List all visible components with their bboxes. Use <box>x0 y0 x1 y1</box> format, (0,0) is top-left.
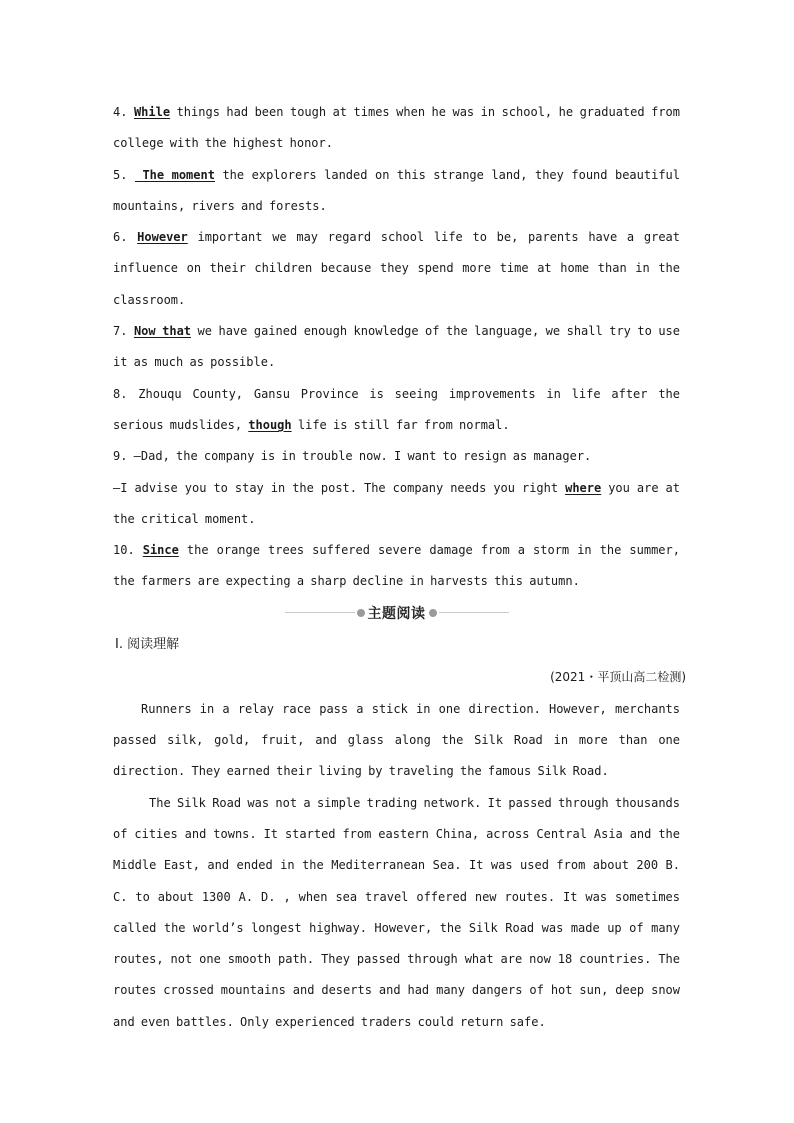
question-9-reply <box>113 473 680 536</box>
question-number: 6. <box>113 230 128 245</box>
question-text: the orange trees suffered severe damage from a storm in the summer, the farmers are expecting a sharp decline in harvests this autumn. <box>113 543 680 589</box>
question-4 <box>113 97 680 160</box>
answer-blank: though <box>248 417 292 432</box>
passage-paragraph-1: Runners in a relay race pass a stick in one direction. However, merchants passed silk, gold, fruit, and glass along the Silk Road in more than one direction. They earned their living by traveling the famous Silk Road. <box>113 701 680 779</box>
question-text: important we may regard school life to be, parents have a great influence on their children because they spend more time at home than in the classroom. <box>113 230 680 307</box>
divider-dot-right <box>429 609 437 617</box>
passage-paragraph-2: The Silk Road was not a simple trading network. It passed through thousands of cities and towns. It started from eastern China, across Central Asia and the Middle East, and ended in the Mediterranean Sea. It was used from about 200 B. C. to about 1300 A. D. , when sea travel offered new routes. It was sometimes called the world’s longest highway. However, the Silk Road was made up of many routes, not one smooth path. They passed through what are now 18 countries. The routes crossed mountains and deserts and had many dangers of hot sun, deep snow and even battles. Only experienced traders could return safe. <box>113 795 680 1029</box>
document-page <box>113 97 686 1038</box>
question-number: 7. <box>113 324 128 339</box>
divider-line-right <box>439 612 509 613</box>
question-10 <box>113 535 680 598</box>
divider-line-left <box>285 612 355 613</box>
question-number: 10. <box>113 543 135 558</box>
divider-dot-left <box>357 609 365 617</box>
question-text: life is still far from normal. <box>291 417 510 432</box>
answer-blank: The moment <box>134 167 215 182</box>
question-5 <box>113 160 680 223</box>
question-9 <box>113 441 680 472</box>
question-text-before: Zhouqu County, Gansu Province is seeing improvements in life after the serious mudslides, <box>113 386 680 432</box>
section-label: Ⅰ. 阅读理解 <box>115 636 180 652</box>
question-7 <box>113 316 680 379</box>
question-text: the explorers landed on this strange land, they found beautiful mountains, rivers and forests. <box>113 167 680 213</box>
question-text: things had been tough at times when he was in school, he graduated from college with the highest honor. <box>113 105 680 151</box>
answer-blank: Since <box>142 543 179 558</box>
question-number: 8. <box>113 386 128 401</box>
source-citation: (2021・平顶山高二检测) <box>550 669 686 684</box>
answer-blank: where <box>565 480 602 495</box>
question-number: 4. <box>113 105 128 119</box>
answer-blank: However <box>137 230 188 245</box>
section-divider <box>113 596 680 630</box>
question-8 <box>113 379 680 442</box>
question-text: we have gained enough knowledge of the language, we shall try to use it as much as possible. <box>113 324 681 370</box>
question-number: 9. <box>113 449 128 464</box>
question-6 <box>113 222 680 316</box>
question-text: you are at the critical moment. <box>113 480 680 526</box>
answer-blank: Now that <box>133 324 192 339</box>
dialogue-line-1: —Dad, the company is in trouble now. I want to resign as manager. <box>127 449 592 464</box>
divider-title: 主题阅读 <box>367 605 426 622</box>
question-text-before: —I advise you to stay in the post. The company needs you right <box>113 480 566 495</box>
question-number: 5. <box>113 167 128 182</box>
answer-blank: While <box>133 105 171 119</box>
